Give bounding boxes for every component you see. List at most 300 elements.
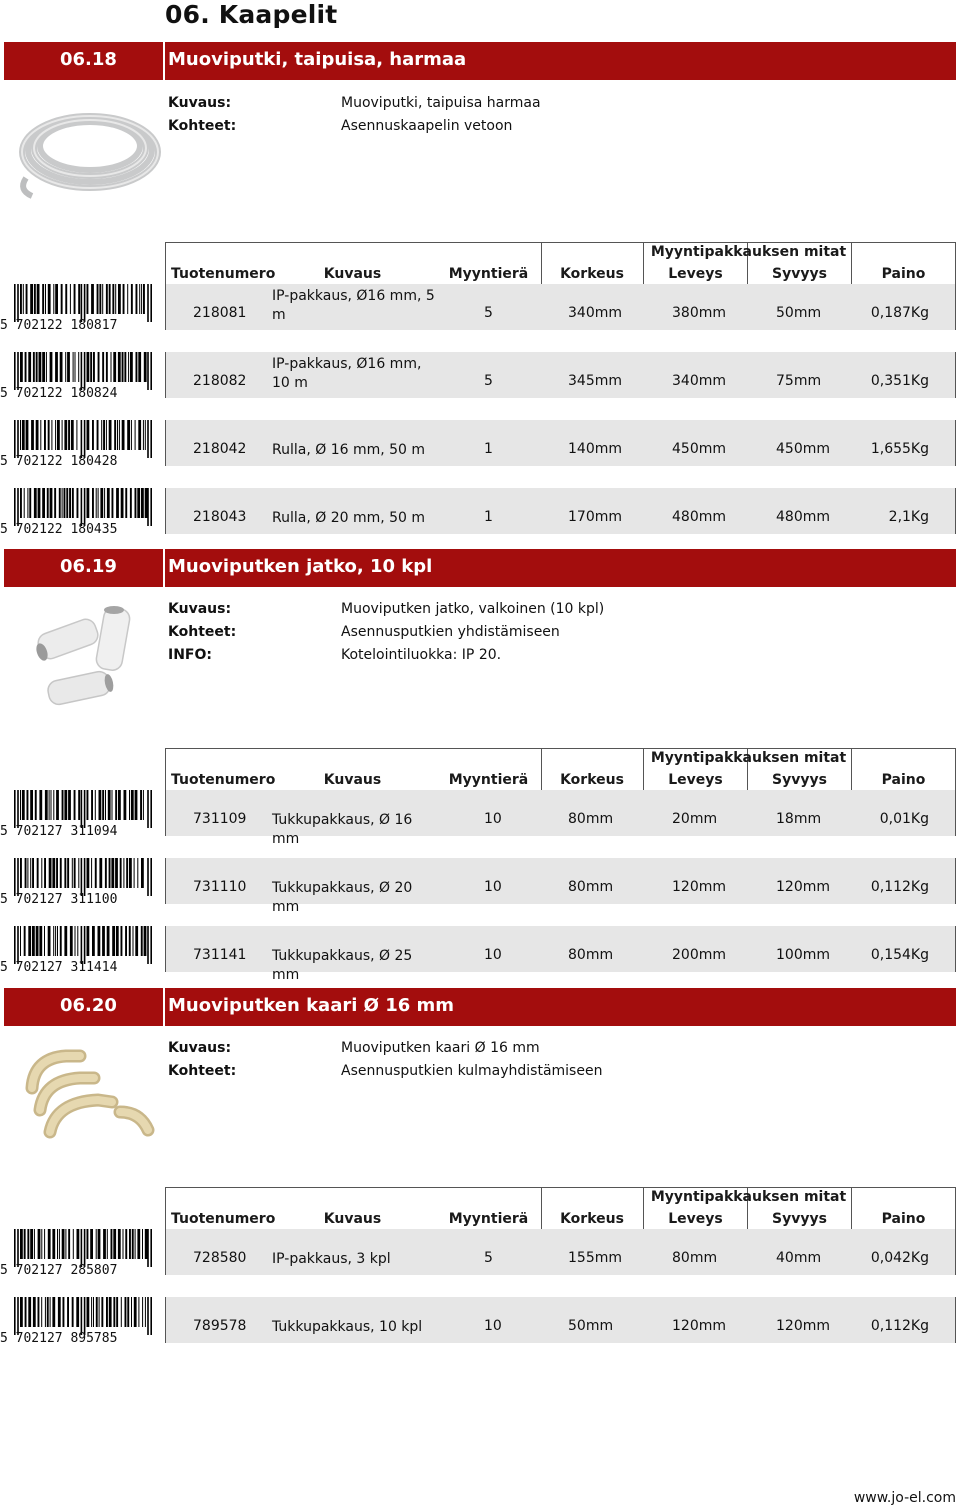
barcode-guard-bar [150, 352, 152, 390]
cell-depth: 50mm [776, 305, 822, 321]
section-divider [163, 549, 165, 587]
barcode-bar [143, 790, 144, 820]
barcode-digits: 5 702127 311094 [0, 824, 118, 839]
header-height: Korkeus [560, 1211, 624, 1227]
header-qty: Myyntierä [448, 1211, 529, 1227]
barcode-guard-bar [84, 1229, 86, 1267]
info-value-info: Kotelointiluokka: IP 20. [341, 647, 502, 663]
cell-height: 80mm [568, 947, 614, 963]
barcode-bar [48, 1229, 51, 1259]
barcode-bar [119, 420, 120, 450]
cell-desc: Tukkupakkaus, Ø 16 mm [272, 812, 413, 847]
barcode-guard-bar [17, 352, 19, 390]
barcode-bars [14, 926, 152, 964]
barcode-bar [75, 352, 76, 382]
barcode-bar [20, 790, 21, 820]
table-header [165, 242, 956, 284]
cell-width: 20mm [672, 811, 718, 827]
barcode-bar [39, 790, 42, 820]
barcode-bar [20, 858, 22, 888]
barcode-bar [122, 352, 124, 382]
barcode-bar [53, 284, 54, 314]
header-desc: Kuvaus [323, 266, 382, 282]
barcode-bar [64, 790, 67, 820]
header-desc: Kuvaus [323, 1211, 382, 1227]
section-divider [163, 988, 165, 1026]
barcode-guard-bar [147, 420, 149, 458]
barcode-bar [27, 790, 29, 820]
cell-width: 80mm [672, 1250, 718, 1266]
cell-qty: 10 [484, 879, 502, 895]
barcode [0, 858, 156, 908]
barcode-bar [60, 352, 63, 382]
barcode-bar [118, 1229, 121, 1259]
barcode [0, 420, 156, 470]
barcode-bar [30, 858, 31, 888]
barcode-bar [141, 858, 144, 888]
barcode-bar [37, 284, 40, 314]
cell-depth: 40mm [776, 1250, 822, 1266]
barcode-bar [142, 1297, 143, 1327]
cell-height: 155mm [568, 1250, 622, 1266]
section-header-06-18 [4, 42, 956, 80]
barcode-bar [93, 352, 95, 382]
barcode-bar [137, 488, 140, 518]
barcode-bar [129, 926, 131, 956]
barcode-bar [39, 352, 42, 382]
barcode-bar [50, 352, 53, 382]
barcode-guard-bar [147, 790, 149, 828]
info-value-kohteet: Asennuskaapelin vetoon [341, 118, 513, 134]
cell-desc: Tukkupakkaus, Ø 25 mm [272, 948, 413, 983]
barcode-bar [71, 420, 74, 450]
barcode-bar [87, 858, 90, 888]
barcode-bar [65, 352, 66, 382]
barcode-bar [122, 420, 125, 450]
barcode-bar [126, 858, 128, 888]
header-width: Leveys [668, 266, 723, 282]
barcode-guard-bar [150, 420, 152, 458]
barcode-bar [55, 284, 58, 314]
barcode-bar [128, 352, 129, 382]
barcode-bar [98, 1229, 101, 1259]
barcode-bar [103, 420, 105, 450]
barcode-guard-bar [14, 488, 16, 526]
header-code: Tuotenumero [171, 772, 276, 788]
barcode-bar [48, 420, 50, 450]
barcode-bar [28, 352, 31, 382]
barcode-bar [145, 488, 148, 518]
info-label-kohteet: Kohteet: [168, 1063, 237, 1079]
section-header-06-20 [4, 988, 956, 1026]
cell-desc: Rulla, Ø 16 mm, 50 m [272, 442, 426, 458]
barcode-bar [95, 858, 97, 888]
barcode-digits: 5 702127 311414 [0, 960, 118, 975]
cell-code: 731110 [193, 879, 247, 895]
table-row [165, 488, 956, 534]
barcode-guard-bar [84, 1297, 86, 1335]
table-row [165, 1229, 956, 1275]
barcode-guard-bar [17, 1229, 19, 1267]
product-photo-coiled-conduit [8, 90, 168, 205]
info-value-kuvaus: Muoviputken jatko, valkoinen (10 kpl) [341, 601, 605, 617]
barcode-bar [64, 420, 67, 450]
barcode [0, 926, 156, 976]
barcode-bar [30, 790, 33, 820]
barcode-guard-bar [147, 926, 149, 964]
barcode-guard-bar [81, 420, 83, 458]
barcode-bar [103, 1229, 106, 1259]
cell-qty: 10 [484, 1318, 502, 1334]
table-header [165, 1187, 956, 1229]
barcode-bar [38, 1229, 41, 1259]
barcode-bar [42, 488, 45, 518]
barcode-bar [111, 1229, 113, 1259]
header-width: Leveys [668, 1211, 723, 1227]
barcode-bar [96, 1297, 98, 1327]
barcode-bar [131, 420, 132, 450]
barcode-guard-bar [150, 858, 152, 896]
barcode-bar [135, 790, 138, 820]
header-group-dimensions: Myyntipakkauksen mitat [650, 244, 847, 260]
barcode-bar [131, 284, 133, 314]
info-label-kuvaus: Kuvaus: [168, 601, 232, 617]
barcode-bar [53, 926, 54, 956]
barcode-bar [24, 1229, 26, 1259]
barcode-bar [68, 420, 70, 450]
cell-height: 80mm [568, 811, 614, 827]
barcode-bars [14, 284, 152, 322]
cell-width: 120mm [672, 879, 726, 895]
barcode-bar [138, 420, 141, 450]
section-divider [163, 42, 165, 80]
table-row [165, 858, 956, 915]
barcode-bar [145, 420, 146, 450]
barcode-bar [123, 1229, 124, 1259]
barcode-guard-bar [84, 790, 86, 828]
barcode-bar [137, 1229, 140, 1259]
cell-weight: 0,042Kg [870, 1250, 929, 1266]
table-row [165, 284, 956, 330]
barcode-guard-bar [147, 284, 149, 322]
barcode-bar [27, 488, 28, 518]
barcode-guard-bar [147, 858, 149, 896]
barcode-bar [131, 790, 134, 820]
section-title: Muoviputken kaari Ø 16 mm [168, 995, 455, 1016]
barcode [0, 1229, 156, 1279]
info-label-kohteet: Kohteet: [168, 624, 237, 640]
barcode-bar [70, 926, 73, 956]
barcode-bar [143, 420, 144, 450]
barcode-bar [127, 1297, 129, 1327]
barcode-bar [65, 1229, 66, 1259]
barcode-bar [115, 284, 116, 314]
barcode-bar [24, 926, 26, 956]
barcode-guard-bar [17, 284, 19, 322]
barcode-bar [62, 790, 64, 820]
barcode-bar [91, 858, 92, 888]
barcode-bar [38, 1297, 40, 1327]
product-photo-conduit-bends [10, 1040, 160, 1180]
barcode-bar [25, 1297, 27, 1327]
barcode-digits: 5 702122 180428 [0, 454, 118, 469]
barcode-bar [67, 858, 69, 888]
barcode-bar [36, 926, 39, 956]
barcode-guard-bar [81, 284, 83, 322]
barcode-bar [125, 488, 127, 518]
barcode-bar [59, 488, 61, 518]
barcode-bar [138, 352, 141, 382]
barcode-bar [112, 790, 113, 820]
barcode-bar [20, 352, 23, 382]
barcode-bar [133, 926, 134, 956]
barcode-bar [70, 284, 71, 314]
barcode-bar [142, 1229, 143, 1259]
barcode-bar [116, 1297, 118, 1327]
barcode-bar [116, 926, 119, 956]
section-header-06-19 [4, 549, 956, 587]
cell-depth: 18mm [776, 811, 822, 827]
barcode-bar [41, 858, 42, 888]
cell-qty: 5 [484, 1250, 493, 1266]
barcode-bar [106, 352, 108, 382]
barcode-bar [113, 352, 116, 382]
header-code: Tuotenumero [171, 266, 276, 282]
barcode-bar [24, 488, 25, 518]
cell-height: 340mm [568, 305, 622, 321]
barcode-bar [115, 790, 117, 820]
barcode-bar [132, 1229, 134, 1259]
barcode-bars [14, 488, 152, 526]
barcode-bar [101, 1297, 103, 1327]
header-desc: Kuvaus [323, 772, 382, 788]
barcode-guard-bar [14, 790, 16, 828]
header-weight: Paino [881, 266, 926, 282]
cell-depth: 100mm [776, 947, 830, 963]
barcode-bar [57, 926, 58, 956]
header-weight: Paino [881, 1211, 926, 1227]
barcode [0, 1297, 156, 1347]
header-group-dimensions: Myyntipakkauksen mitat [650, 750, 847, 766]
barcode-bar [41, 1229, 42, 1259]
barcode-bar [60, 858, 62, 888]
barcode-bar [52, 858, 55, 888]
barcode-bar [50, 1297, 51, 1327]
header-qty: Myyntierä [448, 266, 529, 282]
barcode-bar [61, 284, 63, 314]
barcode-bar [59, 1229, 60, 1259]
barcode-guard-bar [84, 858, 86, 896]
cell-qty: 10 [484, 947, 502, 963]
barcode-bar [64, 488, 66, 518]
barcode-bar [62, 488, 63, 518]
barcode-bar [47, 488, 49, 518]
header-depth: Syvyys [772, 266, 827, 282]
barcode-bar [111, 858, 114, 888]
barcode-bar [55, 926, 56, 956]
barcode-bar [99, 790, 102, 820]
barcode-guard-bar [84, 420, 86, 458]
barcode-guard-bar [147, 1297, 149, 1335]
barcode-bar [127, 420, 130, 450]
barcode-bar [92, 926, 95, 956]
barcode-bar [78, 858, 79, 888]
barcode-bar [91, 790, 93, 820]
barcode-bar [34, 284, 36, 314]
barcode-bar [42, 352, 45, 382]
barcode-bar [33, 352, 35, 382]
barcode-bar [107, 926, 110, 956]
barcode-bar [74, 858, 76, 888]
barcode-bar [27, 858, 28, 888]
barcode-guard-bar [84, 926, 86, 964]
table-row [165, 420, 956, 466]
barcode-guard-bar [14, 284, 16, 322]
barcode-bar [107, 1229, 108, 1259]
barcode-bar [44, 420, 46, 450]
barcode-bar [127, 284, 128, 314]
barcode-bar [129, 790, 130, 820]
header-code: Tuotenumero [171, 1211, 276, 1227]
cell-weight: 0,112Kg [870, 1318, 929, 1334]
barcode-digits: 5 702127 311100 [0, 892, 118, 907]
barcode-bar [125, 926, 127, 956]
cell-desc: Rulla, Ø 20 mm, 50 m [272, 510, 426, 526]
barcode-guard-bar [81, 1297, 83, 1335]
barcode-bar [68, 790, 71, 820]
cell-code: 218043 [193, 509, 247, 525]
barcode-bar [91, 284, 94, 314]
barcode-bar [25, 352, 27, 382]
barcode-bar [120, 858, 122, 888]
barcode-bar [87, 790, 89, 820]
barcode-guard-bar [84, 284, 86, 322]
cell-width: 380mm [672, 305, 726, 321]
barcode-bar [54, 488, 56, 518]
barcode-bar [130, 352, 133, 382]
barcode-bars [14, 420, 152, 458]
cell-depth: 120mm [776, 879, 830, 895]
barcode-bar [109, 420, 112, 450]
barcode-guard-bar [17, 420, 19, 458]
barcode-bar [48, 926, 51, 956]
table-row [165, 1297, 956, 1343]
barcode-digits: 5 702122 180435 [0, 522, 118, 537]
barcode-bar [109, 284, 111, 314]
barcode-bar [72, 488, 74, 518]
barcode-guard-bar [150, 1229, 152, 1267]
barcode-bar [101, 420, 102, 450]
barcode-bar [49, 790, 50, 820]
table-row [165, 352, 956, 398]
section-number: 06.18 [60, 49, 117, 70]
barcode-bar [34, 488, 37, 518]
table-header [165, 748, 956, 790]
barcode-bars [14, 1297, 152, 1335]
cell-desc: IP-pakkaus, Ø16 mm, 5 m [272, 288, 435, 323]
barcode-bar [33, 1297, 36, 1327]
barcode-bar [20, 1297, 23, 1327]
barcode-digits: 5 702122 180824 [0, 386, 118, 401]
cell-depth: 480mm [776, 509, 830, 525]
barcode-bar [87, 926, 90, 956]
barcode-bar [25, 858, 27, 888]
barcode-bar [69, 488, 71, 518]
barcode-bar [20, 420, 21, 450]
cell-qty: 5 [484, 305, 493, 321]
info-value-kuvaus: Muoviputki, taipuisa harmaa [341, 95, 541, 111]
barcode-bar [20, 926, 21, 956]
barcode-bar [66, 488, 68, 518]
barcode-bar [49, 858, 52, 888]
barcode-bar [23, 284, 24, 314]
cell-height: 140mm [568, 441, 622, 457]
barcode-bar [37, 858, 39, 888]
barcode-bar [121, 926, 123, 956]
barcode-bar [64, 926, 67, 956]
cell-width: 480mm [672, 509, 726, 525]
barcode-bar [136, 352, 138, 382]
barcode-bar [46, 352, 47, 382]
barcode-bar [105, 790, 106, 820]
barcode-bar [90, 1229, 93, 1259]
barcode-guard-bar [14, 1229, 16, 1267]
barcode-bar [36, 420, 39, 450]
barcode-bar [62, 1229, 65, 1259]
barcode-bar [97, 284, 99, 314]
barcode-bar [130, 488, 132, 518]
cell-qty: 5 [484, 373, 493, 389]
barcode-guard-bar [81, 858, 83, 896]
barcode-bar [20, 284, 22, 314]
barcode-bar [73, 352, 74, 382]
barcode-bar [144, 352, 147, 382]
barcode-guard-bar [150, 1297, 152, 1335]
barcode-bar [44, 1229, 45, 1259]
cell-height: 50mm [568, 1318, 614, 1334]
barcode-bar [145, 1297, 146, 1327]
barcode-bar [87, 1229, 89, 1259]
cell-weight: 0,351Kg [870, 373, 929, 389]
barcode-digits: 5 702122 180817 [0, 318, 118, 333]
barcode-bar [107, 488, 110, 518]
barcode-bar [92, 420, 94, 450]
table-row [165, 790, 956, 847]
barcode-bar [34, 1229, 35, 1259]
barcode-bar [68, 1229, 70, 1259]
header-height: Korkeus [560, 266, 624, 282]
info-value-kohteet: Asennusputkien kulmayhdistämiseen [341, 1063, 603, 1079]
section-title: Muoviputki, taipuisa, harmaa [168, 49, 467, 70]
header-weight: Paino [881, 772, 926, 788]
barcode-bar [30, 284, 33, 314]
barcode-bar [144, 926, 147, 956]
barcode-bar [109, 858, 111, 888]
barcode-bar [121, 488, 124, 518]
barcode-guard-bar [81, 352, 83, 390]
barcode-bar [125, 1297, 127, 1327]
cell-code: 218042 [193, 441, 247, 457]
barcode-bar [140, 790, 142, 820]
barcode-bar [40, 420, 41, 450]
barcode-bar [97, 420, 99, 450]
barcode-bars [14, 790, 152, 828]
barcode-bar [22, 420, 25, 450]
barcode-bar [134, 858, 135, 888]
barcode [0, 790, 156, 840]
barcode-bar [93, 1297, 94, 1327]
barcode-bar [123, 858, 124, 888]
